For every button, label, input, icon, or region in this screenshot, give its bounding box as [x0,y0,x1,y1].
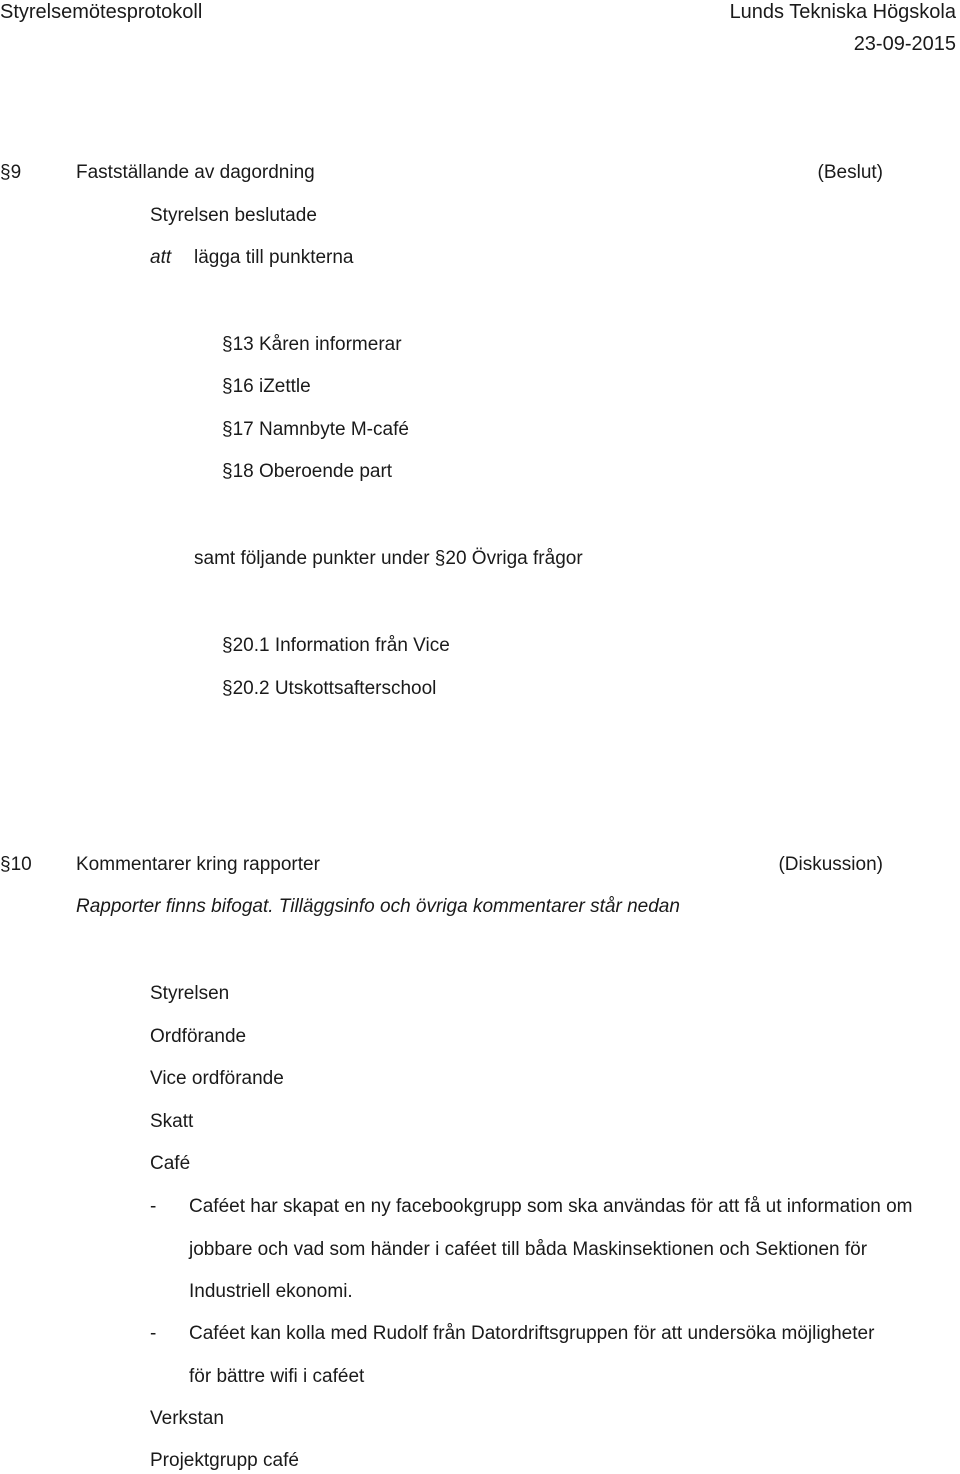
agenda-subpoint: §20.2 Utskottsafterschool [222,678,437,699]
report-heading-skatt: Skatt [150,1111,194,1132]
section9-number: §9 [0,162,22,183]
other-points-intro: samt följande punkter under §20 Övriga frågor [194,548,583,569]
bullet-dash: - [150,1323,157,1344]
bullet-dash: - [150,1196,157,1217]
header-title: Styrelsemötesprotokoll [0,1,203,23]
report-heading-cafe: Café [150,1153,191,1174]
section9-type: (Beslut) [817,162,883,183]
agenda-subpoint: §20.1 Information från Vice [222,635,450,656]
agenda-point: §17 Namnbyte M-café [222,419,409,440]
report-heading-verkstan: Verkstan [150,1408,224,1429]
report-heading-styrelsen: Styrelsen [150,983,230,1004]
section10-type: (Diskussion) [778,854,883,875]
cafe-item: Caféet kan kolla med Rudolf från Datordriftsgruppen för att undersöka möjligheter för bättre wifi i caféet [189,1323,875,1387]
report-heading-projektgrupp: Projektgrupp café [150,1450,299,1471]
att-text: lägga till punkterna [194,247,354,268]
agenda-point: §18 Oberoende part [222,461,393,482]
att-keyword: att [150,247,172,268]
section9-title: Fastställande av dagordning [76,162,315,183]
cafe-item: Caféet har skapat en ny facebookgrupp som ska användas för att få ut information om jobbare och vad som händer i caféet till båda Maskinsektionen och Sektionen för Industriell ekonomi. [189,1196,913,1302]
agenda-point: §16 iZettle [222,376,311,397]
section10-title: Kommentarer kring rapporter [76,854,320,875]
report-heading-vice: Vice ordförande [150,1068,284,1089]
agenda-point: §13 Kåren informerar [222,334,402,355]
section10-number: §10 [0,854,32,875]
header-date: 23-09-2015 [853,33,956,55]
reports-note: Rapporter finns bifogat. Tilläggsinfo och övriga kommentarer står nedan [76,896,680,917]
section9-decided: Styrelsen beslutade [150,205,317,226]
report-heading-ordforande: Ordförande [150,1026,247,1047]
header-institution: Lunds Tekniska Högskola [729,1,956,23]
